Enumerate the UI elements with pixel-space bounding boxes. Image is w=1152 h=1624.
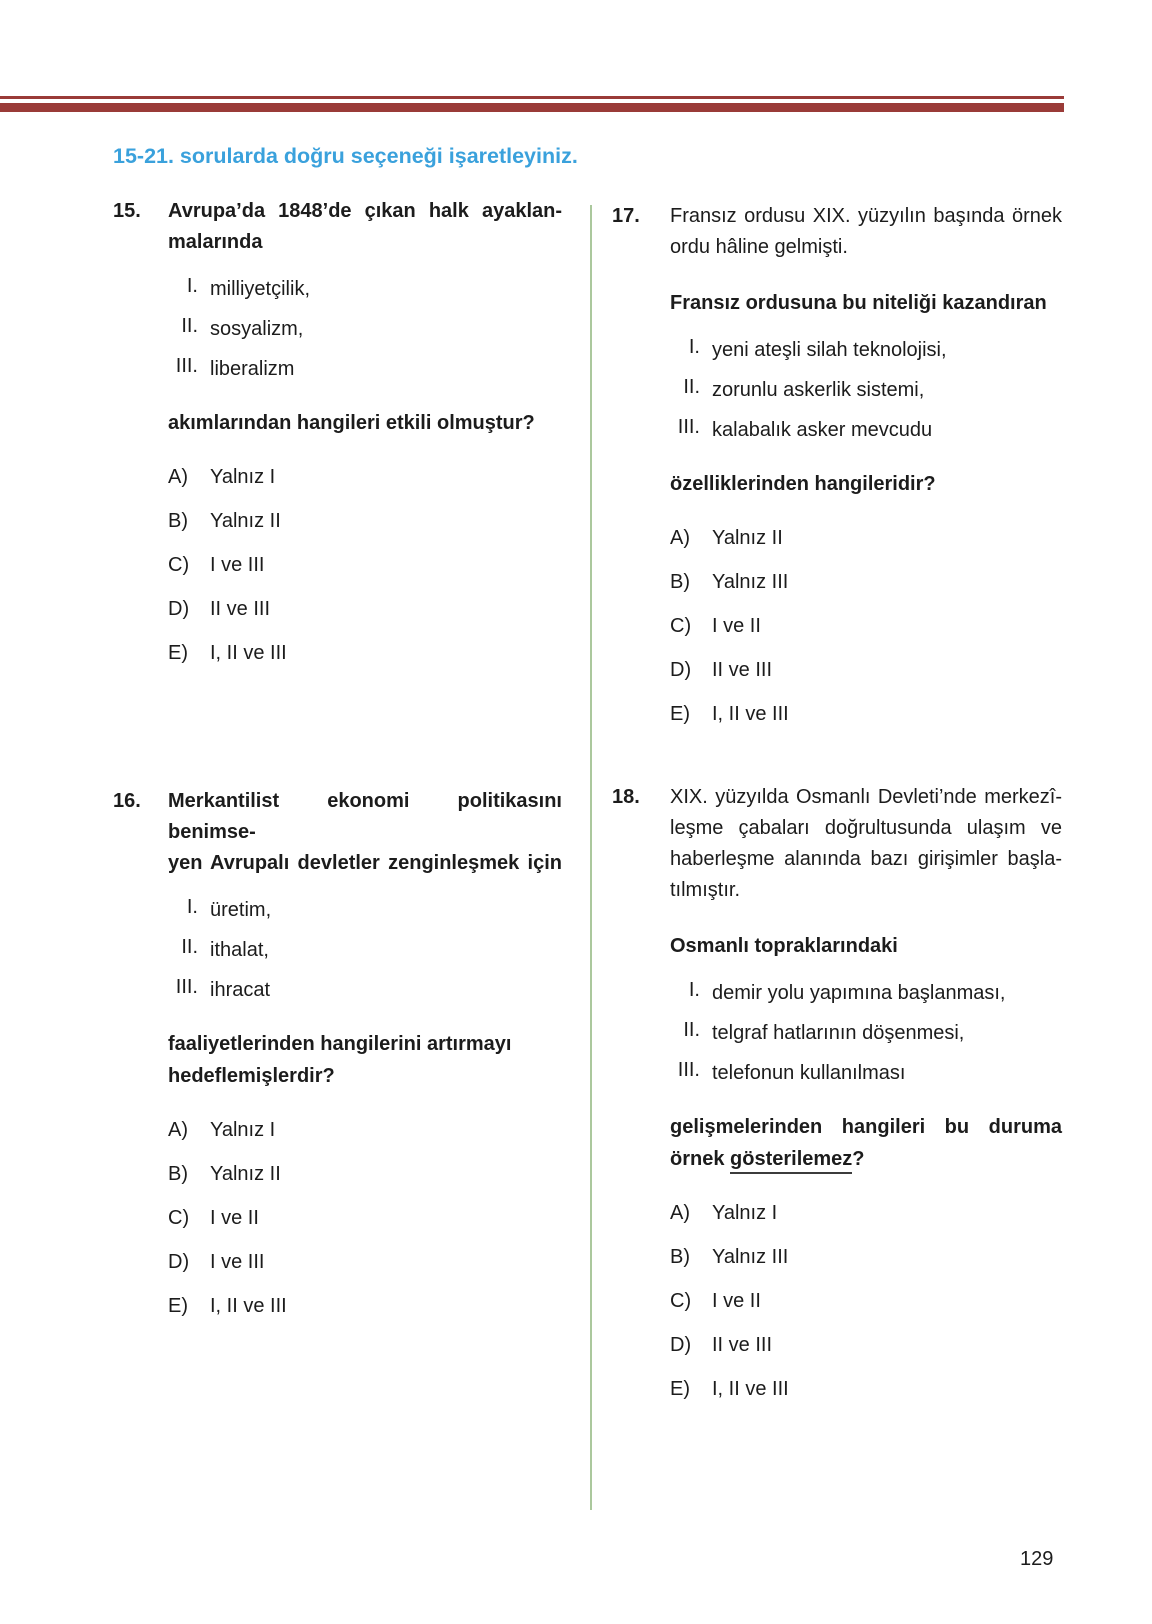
option-e — [670, 703, 1062, 726]
stem-line: leşme çabaları doğrultusunda ulaşım ve — [670, 817, 1062, 839]
question-17 — [612, 201, 1062, 747]
question-body — [168, 786, 562, 1318]
premise-item — [168, 896, 562, 922]
option-a — [168, 466, 562, 489]
premise-list — [670, 979, 1062, 1085]
option-text: Yalnız I — [210, 1119, 276, 1141]
option-c — [670, 615, 1062, 638]
option-text: Yalnız I — [210, 466, 276, 488]
question-stem — [168, 786, 562, 879]
option-text: I, II ve III — [210, 642, 287, 664]
option-text: I ve II — [712, 1290, 761, 1312]
option-letter: E) — [168, 642, 188, 664]
stem-line: Merkantilist ekonomi politikasını benimse- — [168, 790, 562, 843]
question-body — [670, 201, 1062, 726]
option-letter: A) — [168, 1119, 188, 1141]
premise-numeral: I. — [186, 896, 198, 918]
premise-text: üretim, — [210, 899, 272, 921]
option-e — [670, 1378, 1062, 1401]
question-15 — [113, 196, 562, 686]
premise-text: telefonun kullanılması — [712, 1062, 906, 1084]
right-column — [612, 0, 1062, 1624]
option-text: II ve III — [712, 659, 773, 681]
option-b — [670, 1246, 1062, 1269]
option-c — [168, 1207, 562, 1230]
premise-item — [670, 1019, 1062, 1045]
option-text: I ve II — [210, 1207, 259, 1229]
option-text: I, II ve III — [712, 1378, 789, 1400]
premise-item — [168, 355, 562, 381]
premise-text: ihracat — [210, 979, 271, 1001]
premise-item — [168, 315, 562, 341]
option-letter: C) — [168, 1207, 190, 1229]
option-letter: A) — [670, 527, 690, 549]
stem-line: tılmıştır. — [670, 879, 740, 901]
option-d — [670, 659, 1062, 682]
option-letter: B) — [168, 1163, 188, 1185]
question-number: 16. — [113, 790, 141, 812]
option-letter: D) — [670, 1334, 692, 1356]
premise-numeral: II. — [181, 315, 198, 337]
option-letter: D) — [168, 598, 190, 620]
question-prompt: faaliyetlerinden hangilerini artırmayı — [168, 1033, 512, 1055]
stem-line: XIX. yüzyılda Osmanlı Devleti’nde merkezî- — [670, 786, 1062, 808]
premise-numeral: I. — [186, 275, 198, 297]
premise-item — [670, 336, 1062, 362]
stem-line: malarında — [168, 231, 263, 253]
option-a — [670, 1202, 1062, 1225]
question-body — [168, 196, 562, 665]
option-d — [670, 1334, 1062, 1357]
premise-numeral: I. — [688, 979, 700, 1001]
premise-numeral: III. — [175, 976, 198, 998]
options-list — [670, 1202, 1062, 1401]
question-number: 15. — [113, 200, 141, 222]
option-letter: B) — [168, 510, 188, 532]
option-text: I ve III — [210, 1251, 265, 1273]
options-list — [168, 466, 562, 665]
premise-numeral: III. — [677, 416, 700, 438]
option-letter: E) — [168, 1295, 188, 1317]
option-text: I ve III — [210, 554, 265, 576]
option-letter: B) — [670, 571, 690, 593]
option-text: II ve III — [210, 598, 271, 620]
stem-line: Avrupa’da 1848’de çıkan halk ayaklan- — [168, 200, 562, 222]
option-letter: D) — [670, 659, 692, 681]
options-list — [168, 1119, 562, 1318]
left-column — [113, 0, 562, 1624]
premise-numeral: III. — [677, 1059, 700, 1081]
question-prompt: gelişmelerinden hangileri bu duruma — [670, 1116, 1062, 1138]
option-a — [168, 1119, 562, 1142]
option-c — [670, 1290, 1062, 1313]
premise-text: telgraf hatlarının döşenmesi, — [712, 1022, 965, 1044]
option-letter: C) — [670, 1290, 692, 1312]
option-letter: A) — [670, 1202, 690, 1224]
question-body — [670, 782, 1062, 1401]
question-lead: Fransız ordusuna bu niteliği kazandıran — [670, 292, 1047, 314]
option-text: I, II ve III — [210, 1295, 287, 1317]
premise-list — [670, 336, 1062, 442]
option-letter: E) — [670, 703, 690, 725]
premise-text: liberalizm — [210, 358, 295, 380]
question-16 — [113, 786, 562, 1339]
premise-item — [670, 416, 1062, 442]
premise-list — [168, 896, 562, 1002]
page-number: 129 — [1020, 1548, 1054, 1570]
premise-item — [670, 1059, 1062, 1085]
option-letter: A) — [168, 466, 188, 488]
question-number: 17. — [612, 205, 640, 227]
premise-text: sosyalizm, — [210, 318, 304, 340]
option-letter: C) — [670, 615, 692, 637]
premise-text: demir yolu yapımına başlanması, — [712, 982, 1006, 1004]
options-list — [670, 527, 1062, 726]
option-text: II ve III — [712, 1334, 773, 1356]
option-b — [168, 1163, 562, 1186]
premise-text: ithalat, — [210, 939, 269, 961]
premise-numeral: III. — [175, 355, 198, 377]
option-text: Yalnız III — [712, 1246, 789, 1268]
premise-numeral: II. — [683, 1019, 700, 1041]
question-18 — [612, 782, 1062, 1422]
option-text: I ve II — [712, 615, 761, 637]
option-e — [168, 642, 562, 665]
stem-line: Fransız ordusu XIX. yüzyılın başında örnek — [670, 205, 1062, 227]
question-prompt-underlined: gösterilemez — [730, 1148, 852, 1174]
premise-item — [168, 936, 562, 962]
question-prompt: hedeflemişlerdir? — [168, 1065, 335, 1087]
option-d — [168, 1251, 562, 1274]
question-prompt: akımlarından hangileri etkili olmuştur? — [168, 412, 535, 434]
option-text: I, II ve III — [712, 703, 789, 725]
option-letter: B) — [670, 1246, 690, 1268]
option-e — [168, 1295, 562, 1318]
question-stem — [168, 196, 562, 258]
question-stem — [670, 782, 1062, 906]
question-prompt: özelliklerinden hangileridir? — [670, 473, 936, 495]
option-text: Yalnız III — [712, 571, 789, 593]
question-lead: Osmanlı topraklarındaki — [670, 935, 898, 957]
option-text: Yalnız II — [210, 1163, 281, 1185]
question-prompt — [670, 1143, 1062, 1175]
option-d — [168, 598, 562, 621]
option-c — [168, 554, 562, 577]
option-letter: C) — [168, 554, 190, 576]
premise-text: kalabalık asker mevcudu — [712, 419, 933, 441]
option-b — [670, 571, 1062, 594]
premise-text: yeni ateşli silah teknolojisi, — [712, 339, 947, 361]
option-letter: D) — [168, 1251, 190, 1273]
premise-list — [168, 275, 562, 381]
option-text: Yalnız II — [210, 510, 281, 532]
premise-text: milliyetçilik, — [210, 278, 310, 300]
premise-item — [670, 979, 1062, 1005]
stem-line: haberleşme alanında bazı girişimler başla- — [670, 848, 1062, 870]
question-stem — [670, 201, 1062, 263]
question-prompt-suffix: ? — [852, 1148, 865, 1170]
section-instruction: 15-21. sorularda doğru seçeneği işaretleyiniz. — [113, 144, 578, 168]
question-number: 18. — [612, 786, 640, 808]
stem-line: yen Avrupalı devletler zenginleşmek için — [168, 852, 562, 874]
option-text: Yalnız II — [712, 527, 783, 549]
option-letter: E) — [670, 1378, 690, 1400]
premise-numeral: II. — [181, 936, 198, 958]
question-prompt-pre: örnek — [670, 1148, 731, 1170]
premise-item — [168, 976, 562, 1002]
premise-item — [670, 376, 1062, 402]
option-text: Yalnız I — [712, 1202, 778, 1224]
option-b — [168, 510, 562, 533]
premise-numeral: II. — [683, 376, 700, 398]
premise-item — [168, 275, 562, 301]
premise-numeral: I. — [688, 336, 700, 358]
premise-text: zorunlu askerlik sistemi, — [712, 379, 925, 401]
stem-line: ordu hâline gelmişti. — [670, 236, 848, 258]
option-a — [670, 527, 1062, 550]
column-divider — [590, 205, 592, 1510]
